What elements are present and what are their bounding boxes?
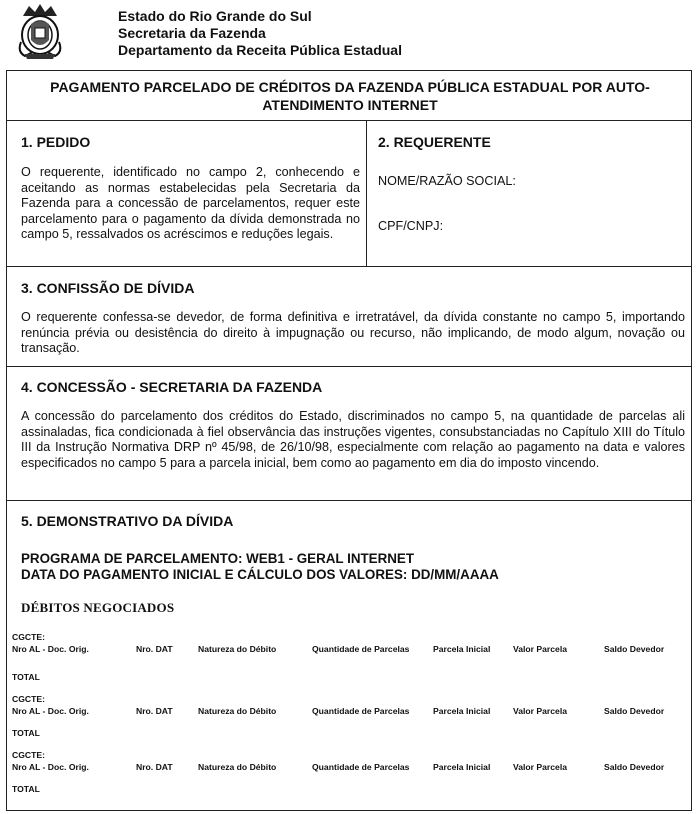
total-label: TOTAL <box>12 672 40 682</box>
col-valor-parcela: Valor Parcela <box>513 762 567 772</box>
section-pedido-heading: 1. PEDIDO <box>21 134 91 150</box>
name-field-label: NOME/RAZÃO SOCIAL: <box>378 174 516 188</box>
col-nro-al: Nro AL - Doc. Orig. <box>12 762 89 772</box>
col-natureza: Natureza do Débito <box>198 644 277 654</box>
col-natureza: Natureza do Débito <box>198 706 277 716</box>
program-line: PROGRAMA DE PARCELAMENTO: WEB1 - GERAL INTERNET <box>21 551 415 566</box>
cpf-cnpj-field-label: CPF/CNPJ: <box>378 219 444 233</box>
col-valor-parcela: Valor Parcela <box>513 644 567 654</box>
col-saldo-devedor: Saldo Devedor <box>604 644 665 654</box>
col-quantidade: Quantidade de Parcelas <box>312 644 410 654</box>
debts-heading: DÉBITOS NEGOCIADOS <box>21 600 175 615</box>
col-natureza: Natureza do Débito <box>198 762 277 772</box>
header-secretariat: Secretaria da Fazenda <box>118 25 266 41</box>
col-parcela-inicial: Parcela Inicial <box>433 706 491 716</box>
cgcte-label: CGCTE: <box>12 750 45 760</box>
section-confissao-heading: 3. CONFISSÃO DE DÍVIDA <box>21 280 195 296</box>
col-nro-dat: Nro. DAT <box>136 706 173 716</box>
section-demonstrativo-heading: 5. DEMONSTRATIVO DA DÍVIDA <box>21 513 234 529</box>
header-state: Estado do Rio Grande do Sul <box>118 8 312 24</box>
col-nro-dat: Nro. DAT <box>136 762 173 772</box>
payment-date-line: DATA DO PAGAMENTO INICIAL E CÁLCULO DOS VALORES: DD/MM/AAAA <box>21 567 499 582</box>
col-nro-al: Nro AL - Doc. Orig. <box>12 644 89 654</box>
divider <box>6 366 692 367</box>
section-requerente-heading: 2. REQUERENTE <box>378 134 491 150</box>
col-quantidade: Quantidade de Parcelas <box>312 706 410 716</box>
col-parcela-inicial: Parcela Inicial <box>433 644 491 654</box>
col-nro-dat: Nro. DAT <box>136 644 173 654</box>
total-label: TOTAL <box>12 784 40 794</box>
divider <box>6 120 692 121</box>
col-parcela-inicial: Parcela Inicial <box>433 762 491 772</box>
header-department: Departamento da Receita Pública Estadual <box>118 42 402 58</box>
divider <box>6 500 692 501</box>
col-saldo-devedor: Saldo Devedor <box>604 762 665 772</box>
section-concessao-heading: 4. CONCESSÃO - SECRETARIA DA FAZENDA <box>21 379 323 395</box>
cgcte-label: CGCTE: <box>12 632 45 642</box>
section-confissao-text: O requerente confessa-se devedor, de forma definitiva e irretratável, da dívida constante no campo 5, importando renúncia prévia ou desistência do direito à impugnação ou recurso, não implicando, de modo algum, novação ou transação. <box>21 310 685 355</box>
divider <box>366 121 367 266</box>
total-label: TOTAL <box>12 728 40 738</box>
col-nro-al: Nro AL - Doc. Orig. <box>12 706 89 716</box>
divider <box>6 266 692 267</box>
col-valor-parcela: Valor Parcela <box>513 706 567 716</box>
form-title: PAGAMENTO PARCELADO DE CRÉDITOS DA FAZENDA PÚBLICA ESTADUAL POR AUTO-ATENDIMENTO INTERNET <box>50 79 650 113</box>
col-quantidade: Quantidade de Parcelas <box>312 762 410 772</box>
section-pedido-text: O requerente, identificado no campo 2, conhecendo e aceitando as normas estabelecidas pela Secretaria da Fazenda para a concessão de parcelamentos, requer este parcelamento para o pagamento da dívida demonstrada no campo 5, ressalvados os acréscimos e reduções legais. <box>21 165 360 241</box>
section-concessao-text: A concessão do parcelamento dos créditos do Estado, discriminados no campo 5, na quantidade de parcelas ali assinaladas, fica condicionada à fiel observância das instruções vigentes, consubstanciadas no Capítulo XIII do Título III da Instrução Normativa DRP nº 45/98, de 26/10/98, especialmente com relação ao pagamento na data e valores especificados no campo 5 para a parcela inicial, bem como ao pagamento em dia do imposto vincendo. <box>21 409 685 470</box>
state-coat-of-arms-icon <box>17 2 63 60</box>
cgcte-label: CGCTE: <box>12 694 45 704</box>
col-saldo-devedor: Saldo Devedor <box>604 706 665 716</box>
